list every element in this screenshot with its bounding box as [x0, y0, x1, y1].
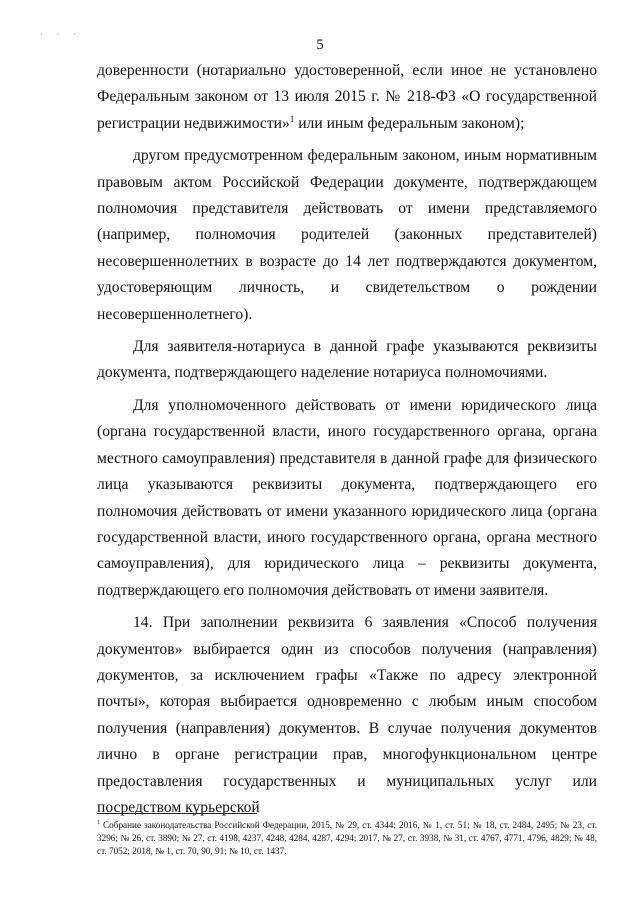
paragraph-text-continued: или иным федеральным законом); — [294, 114, 525, 132]
paragraph-legal-entity-representative: Для уполномоченного действовать от имени юридического лица (органа государственной власти, иного государственного органа, органа местного самоуправления) представителя в данной графе для физического лица указываются реквизиты документа, подтверждающего его полномочия действовать от имени указанного юридического лица (органа государственной власти, иного государственного органа, органа местного самоуправления), для юридического лица – реквизиты документа, подтверждающего его полномочия действовать от имени заявителя. — [97, 396, 597, 599]
footnote-divider — [97, 813, 257, 814]
paragraph-other-document: другом предусмотренном федеральным законом, иным нормативным правовым актом Российской Федерации документе, подтверждающем полномочия представителя действовать от имени представляемого (например, полномочия родителей (законных представителей) несовершеннолетних в возрасте до 14 лет подтверждаются документом, удостоверяющим личность, и свидетельством о рождении несовершеннолетнего). — [97, 147, 597, 323]
footnote — [97, 819, 597, 858]
footnote-marker: 1 — [97, 819, 100, 826]
scan-artifact-marks: · · · — [40, 30, 82, 39]
paragraph-power-of-attorney — [97, 58, 597, 137]
page-number: 5 — [316, 37, 324, 53]
paragraph-text: доверенности (нотариально удостоверенной, если иное не установлено Федеральным законом от 13 июля 2015 г. № 218-ФЗ «О государственной регистрации недвижимости» — [97, 62, 597, 132]
document-body — [97, 58, 597, 827]
paragraph-notary: Для заявителя-нотариуса в данной графе указываются реквизиты документа, подтверждающего наделение нотариуса полномочиями. — [97, 338, 597, 382]
footnote-reference: 1 — [289, 113, 295, 124]
paragraph-item-14: 14. При заполнении реквизита 6 заявления «Способ получения документов» выбирается один из способов получения (направления) документов, за исключением графы «Также по адресу электронной почты», которая выбирается одновременно с любым иным способом получения (направления) документов. В случае получения документов лично в органе регистрации прав, многофункциональном центре предоставления государственных и муниципальных услуг или посредством курьерской — [97, 614, 597, 816]
footnote-text: Собрание законодательства Российской Федерации, 2015, № 29, ст. 4344; 2016, № 1, ст. 51; № 18, ст. 2484, 2495; № 23, ст. 3296; № 26, ст. 3890; № 27, ст. 4198, 4237, 4248, 4284, 4287, 4294; 2017, № 27, ст. 3938, № 31, ст. 4767, 4771, 4796, 4829; № 48, ст. 7052; 2018, № 1, ст. 70, 90, 91; № 10, ст. 1437. — [97, 820, 597, 856]
